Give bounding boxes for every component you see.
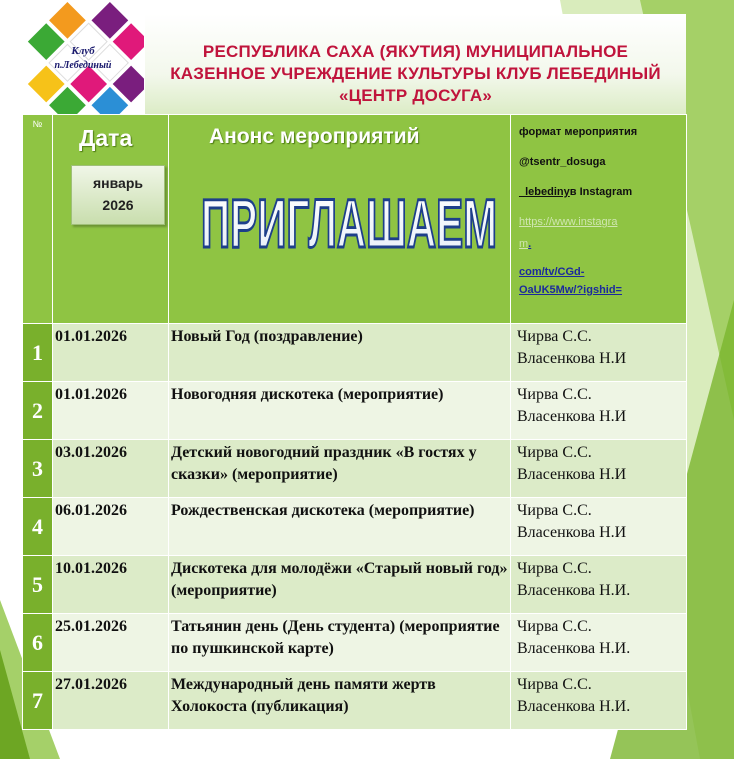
url-part-1[interactable]: https://www.instagra — [519, 216, 618, 228]
row-event: Детский новогодний праздник «В гостях у сказки» (мероприятие) — [169, 440, 511, 498]
resp-2: Власенкова Н.И — [517, 466, 627, 483]
col-num-header: № — [23, 115, 53, 324]
table-row — [23, 440, 687, 498]
row-date: 06.01.2026 — [53, 498, 169, 556]
date-header-label: Дата — [79, 125, 133, 151]
table-row — [23, 614, 687, 672]
resp-1: Чирва С.С. — [517, 502, 592, 519]
url-part-1b[interactable]: m — [519, 238, 529, 250]
handle-text: @tsentr_dosuga — [519, 156, 606, 168]
format-title: формат мероприятия — [519, 126, 638, 138]
title-line-2: КАЗЕННОЕ УЧРЕЖДЕНИЕ КУЛЬТУРЫ КЛУБ ЛЕБЕДИНЫЙ — [170, 64, 661, 83]
col-event-header — [169, 115, 511, 324]
resp-2: Власенкова Н.И. — [517, 698, 631, 715]
row-number: 7 — [23, 672, 53, 730]
row-responsible — [511, 614, 687, 672]
row-date: 25.01.2026 — [53, 614, 169, 672]
resp-2: Власенкова Н.И — [517, 524, 627, 541]
title-line-3: «ЦЕНТР ДОСУГА» — [339, 86, 492, 105]
logo-line2: п.Лебединый — [54, 60, 112, 71]
title-line-1: РЕСПУБЛИКА САХА (ЯКУТИЯ) МУНИЦИПАЛЬНОЕ — [202, 42, 629, 61]
month-label: январь — [93, 175, 143, 191]
instagram-url-line2[interactable] — [519, 263, 678, 299]
resp-1: Чирва С.С. — [517, 328, 592, 345]
resp-2: Власенкова Н.И. — [517, 640, 631, 657]
row-number: 1 — [23, 324, 53, 382]
resp-1: Чирва С.С. — [517, 560, 592, 577]
logo-line1: Клуб — [71, 45, 95, 57]
resp-1: Чирва С.С. — [517, 618, 592, 635]
handle-text-2: _lebediny — [519, 186, 570, 198]
row-responsible — [511, 556, 687, 614]
row-event: Дискотека для молодёжи «Старый новый год» (мероприятие) — [169, 556, 511, 614]
row-date: 03.01.2026 — [53, 440, 169, 498]
col-format-header — [511, 115, 687, 324]
events-table — [22, 114, 686, 744]
row-number: 3 — [23, 440, 53, 498]
event-header-label: Анонс мероприятий — [209, 125, 420, 148]
year-label: 2026 — [102, 197, 134, 213]
row-number: 5 — [23, 556, 53, 614]
url-part-2[interactable]: com/tv/CGd- — [519, 266, 585, 278]
resp-2: Власенкова Н.И — [517, 350, 627, 367]
platform-text: в Instagram — [569, 186, 633, 198]
invite-wordart — [199, 155, 499, 275]
row-responsible — [511, 324, 687, 382]
row-responsible — [511, 440, 687, 498]
resp-1: Чирва С.С. — [517, 444, 592, 461]
invite-text: ПРИГЛАШАЕМ — [200, 184, 497, 262]
row-date: 01.01.2026 — [53, 382, 169, 440]
table-row — [23, 498, 687, 556]
row-responsible — [511, 498, 687, 556]
row-event: Международный день памяти жертв Холокоста (публикация) — [169, 672, 511, 730]
resp-2: Власенкова Н.И — [517, 408, 627, 425]
club-logo — [22, 2, 144, 120]
row-event: Новогодняя дискотека (мероприятие) — [169, 382, 511, 440]
row-date: 10.01.2026 — [53, 556, 169, 614]
row-event: Татьянин день (День студента) (мероприятие по пушкинской карте) — [169, 614, 511, 672]
resp-1: Чирва С.С. — [517, 386, 592, 403]
resp-1: Чирва С.С. — [517, 676, 592, 693]
row-event: Новый Год (поздравление) — [169, 324, 511, 382]
row-event: Рождественская дискотека (мероприятие) — [169, 498, 511, 556]
header-banner — [145, 14, 686, 115]
table-row — [23, 382, 687, 440]
url-part-1c[interactable]: . — [528, 238, 532, 250]
row-date: 27.01.2026 — [53, 672, 169, 730]
table-row — [23, 672, 687, 730]
resp-2: Власенкова Н.И. — [517, 582, 631, 599]
instagram-handle — [519, 151, 678, 173]
row-number: 6 — [23, 614, 53, 672]
page-title — [145, 41, 686, 107]
table-header-row — [23, 115, 687, 324]
row-date: 01.01.2026 — [53, 324, 169, 382]
instagram-handle-line2 — [519, 181, 678, 203]
row-number: 4 — [23, 498, 53, 556]
row-number: 2 — [23, 382, 53, 440]
url-part-3[interactable]: OaUK5Mw/?igshid= — [519, 284, 622, 296]
table-row — [23, 556, 687, 614]
instagram-url-line1[interactable] — [519, 211, 678, 255]
month-badge — [71, 165, 165, 225]
row-responsible — [511, 672, 687, 730]
logo-emblem-icon — [22, 2, 144, 120]
col-date-header — [53, 115, 169, 324]
table-row — [23, 324, 687, 382]
row-responsible — [511, 382, 687, 440]
